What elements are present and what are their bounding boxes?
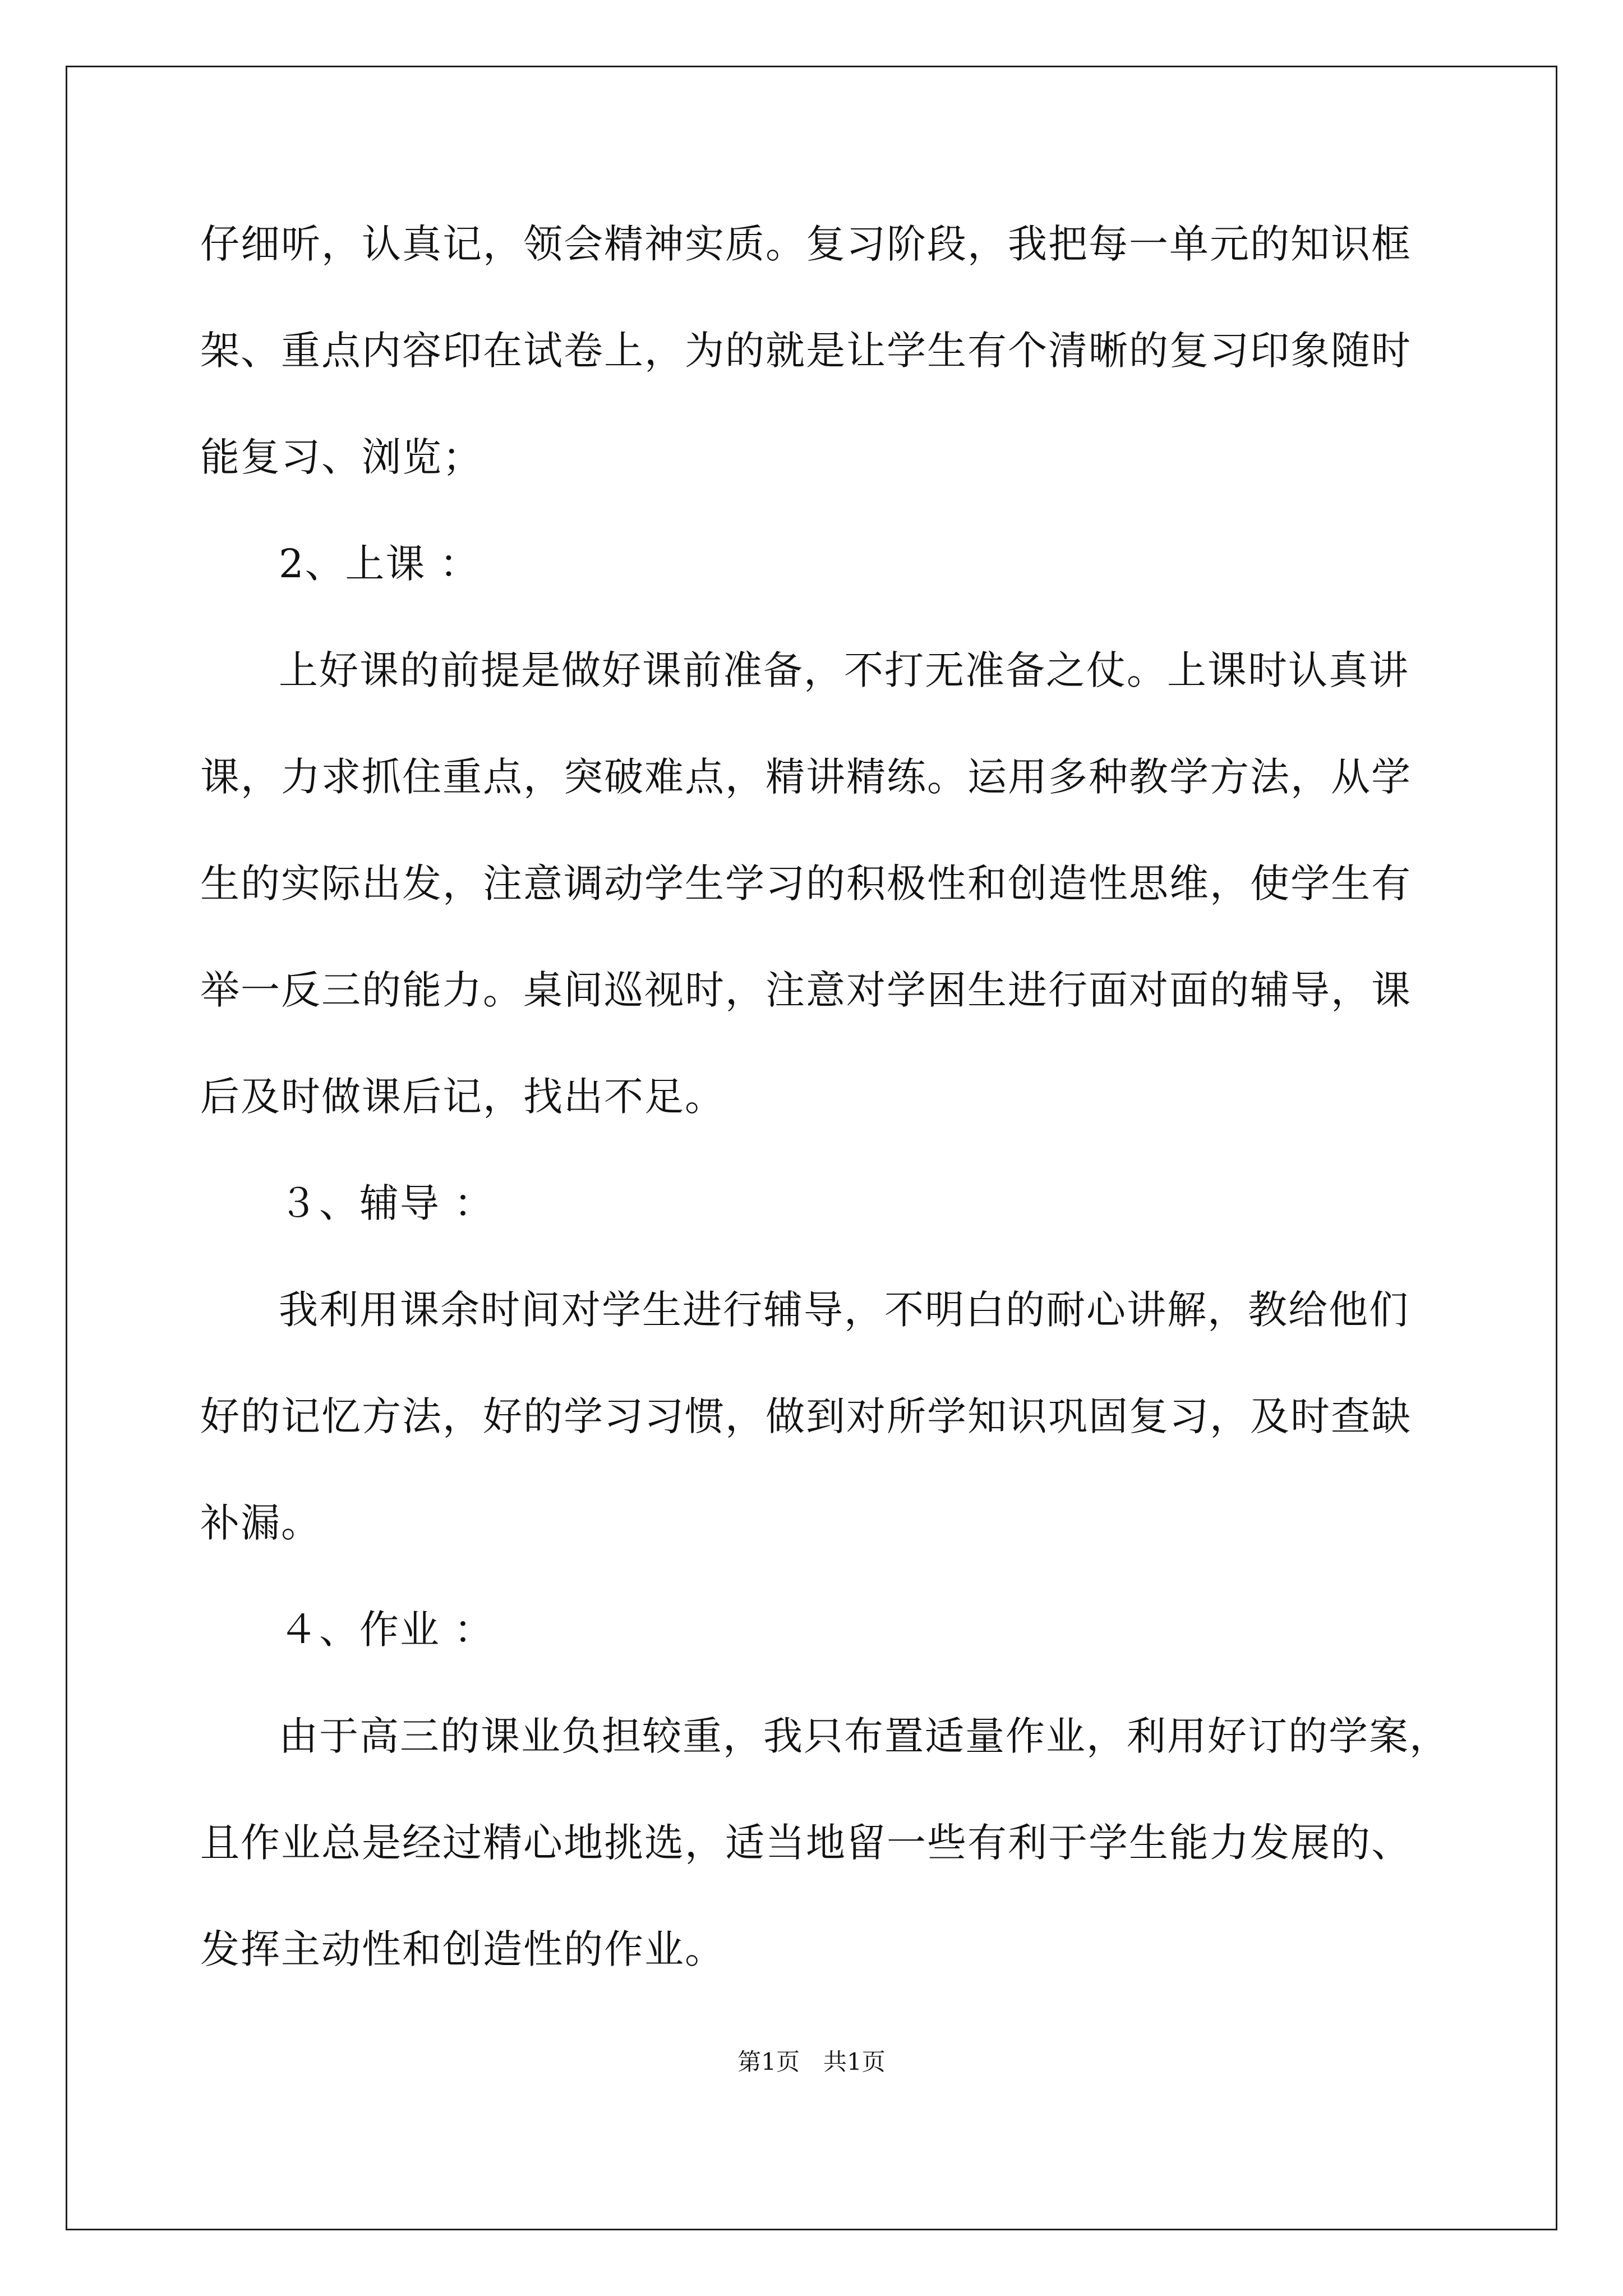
paragraph-1-line-3: 能复习、浏览； xyxy=(200,434,483,480)
paragraph-1-line-1: 仔细听，认真记，领会精神实质。复习阶段，我把每一单元的知识框 xyxy=(200,221,1412,267)
section-3-line-3: 补漏。 xyxy=(200,1500,321,1546)
section-2-line-2: 课，力求抓住重点，突破难点，精讲精练。运用多种教学方法，从学 xyxy=(200,754,1412,800)
section-4-line-1: 由于高三的课业负担较重，我只布置适量作业，利用好订的学案， xyxy=(279,1713,1450,1759)
page-border xyxy=(66,66,1557,2230)
section-3-line-1: 我利用课余时间对学生进行辅导，不明白的耐心讲解，教给他们 xyxy=(279,1287,1409,1333)
section-4-heading: ４、作业 ： xyxy=(279,1607,495,1653)
section-2-line-5: 后及时做课后记，找出不足。 xyxy=(200,1074,725,1120)
page-number-footer: 第1页 共1页 xyxy=(737,2048,886,2076)
section-2-line-4: 举一反三的能力。桌间巡视时，注意对学困生进行面对面的辅导，课 xyxy=(200,967,1412,1013)
section-3-line-2: 好的记忆方法，好的学习习惯，做到对所学知识巩固复习，及时查缺 xyxy=(200,1393,1412,1439)
section-2-line-3: 生的实际出发，注意调动学生学习的积极性和创造性思维，使学生有 xyxy=(200,861,1412,907)
section-4-line-2: 且作业总是经过精心地挑选，适当地留一些有利于学生能力发展的、 xyxy=(200,1820,1412,1866)
section-3-heading: ３、辅导 ： xyxy=(279,1180,495,1226)
section-2-heading: 2、上课 ： xyxy=(279,541,480,587)
paragraph-1-line-2: 架、重点内容印在试卷上，为的就是让学生有个清晰的复习印象随时 xyxy=(200,328,1412,374)
section-4-line-3: 发挥主动性和创造性的作业。 xyxy=(200,1926,725,1972)
section-2-line-1: 上好课的前提是做好课前准备，不打无准备之仗。上课时认真讲 xyxy=(279,647,1409,693)
